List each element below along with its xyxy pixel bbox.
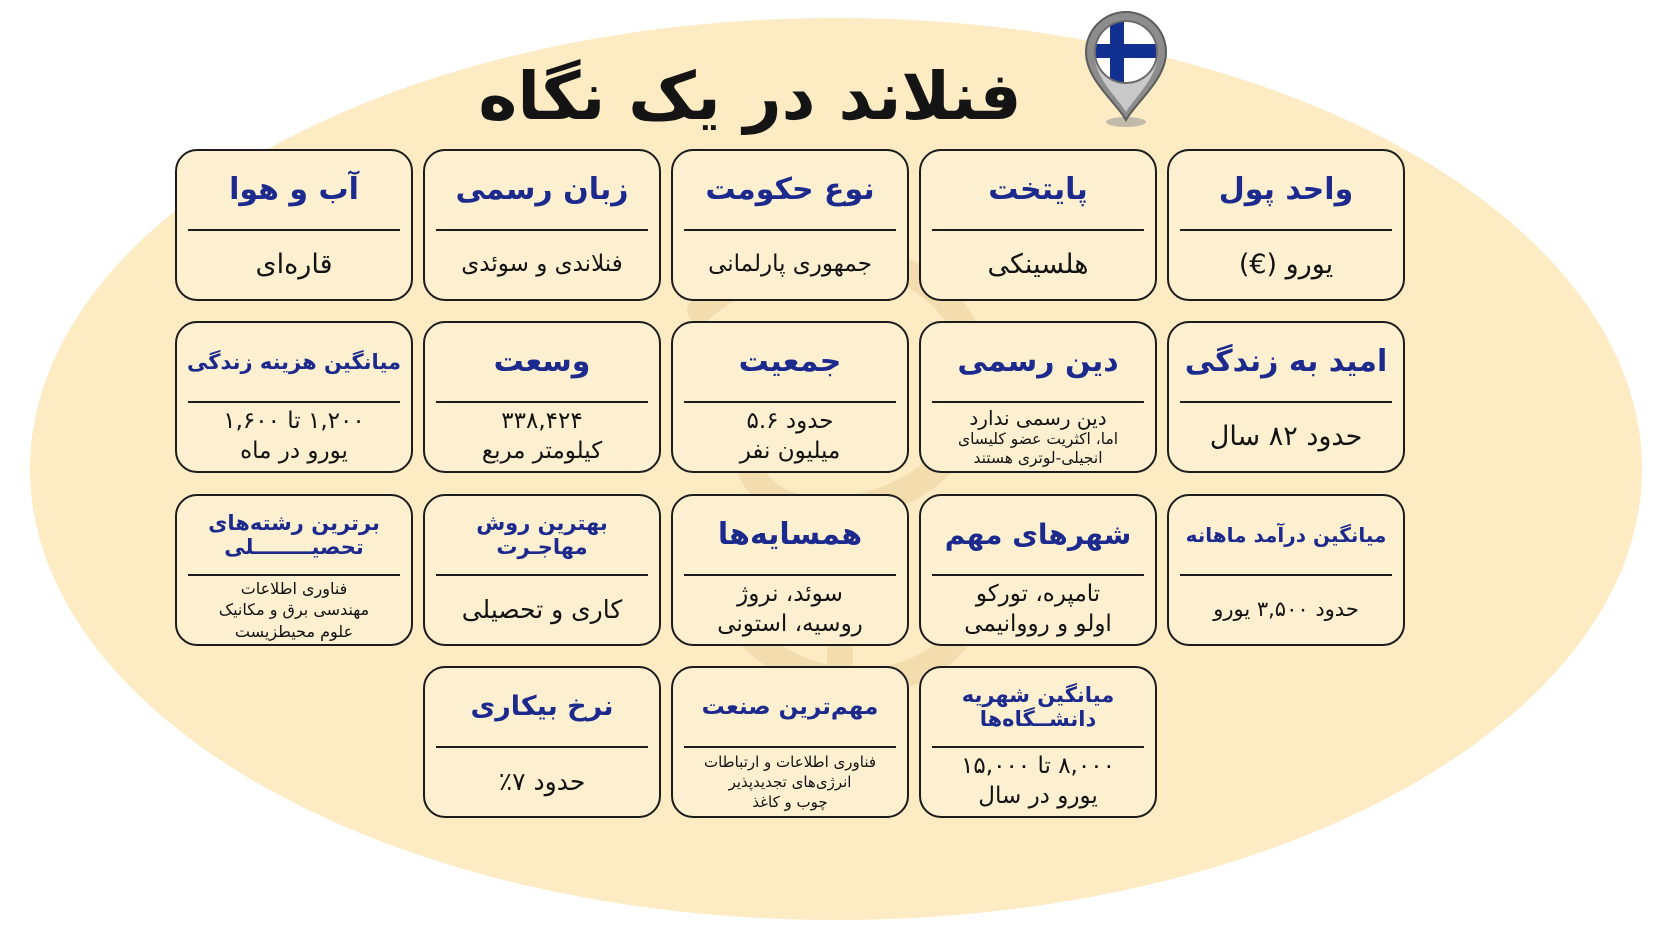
card-value: فناوری اطلاعات مهندسی برق و مکانیک علوم محیطزیست (218, 578, 370, 641)
card-area (423, 321, 661, 473)
card-value: ۱,۲۰۰ تا ۱,۶۰۰ یورو در ماه (223, 408, 365, 464)
card-value-note: اما، اکثریت عضو کلیسای انجیلی-لوتری هستند (957, 430, 1119, 467)
card-capital (919, 149, 1157, 301)
card-value: حدود ۸۲ سال (1209, 421, 1363, 453)
card-title: مهم‌ترین صنعت (701, 693, 879, 720)
card-value: جمهوری پارلمانی (708, 251, 872, 278)
card-climate (175, 149, 413, 301)
card-title: شهرهای مهم (944, 517, 1132, 551)
card-language (423, 149, 661, 301)
card-value: ۳۳۸,۴۲۴ کیلومتر مربع (481, 408, 603, 464)
card-population (671, 321, 909, 473)
card-title: برترین رشته‌های تحصیــــــــلی (208, 510, 380, 559)
card-study-fields (175, 494, 413, 646)
card-title: وسعت (493, 343, 591, 379)
card-tuition (919, 666, 1157, 818)
card-value: یورو (€) (1238, 249, 1334, 281)
card-religion (919, 321, 1157, 473)
card-title: جمعیت (738, 343, 842, 379)
card-title: نرخ بیکاری (470, 691, 614, 723)
card-value: کاری و تحصیلی (461, 594, 623, 624)
card-value: فناوری اطلاعات و ارتباطات انرژی‌های تجدیدپذیر چوب و کاغذ (703, 752, 877, 812)
card-value: ۸,۰۰۰ تا ۱۵,۰۰۰ یورو در سال (961, 753, 1115, 809)
card-neighbors (671, 494, 909, 646)
page-title: فنلاند در یک نگاه (478, 58, 1022, 135)
card-title: آب و هوا (229, 171, 359, 207)
card-title: میانگین هزینه زندگی (186, 349, 402, 374)
card-income (1167, 494, 1405, 646)
card-cities (919, 494, 1157, 646)
card-industry (671, 666, 909, 818)
card-value (921, 403, 1155, 471)
card-title: همسایه‌ها (717, 516, 863, 552)
card-title: پایتخت (988, 171, 1088, 207)
card-cost-of-living (175, 321, 413, 473)
card-title: بهترین روش مهاجـرت (476, 510, 608, 559)
card-value: فنلاندی و سوئدی (461, 251, 623, 278)
card-life-expectancy (1167, 321, 1405, 473)
card-value: حدود ۳,۵۰۰ یورو (1213, 597, 1359, 622)
card-unemployment (423, 666, 661, 818)
card-title: میانگین درآمد ماهانه (1185, 522, 1387, 547)
card-value: تامپره، تورکو اولو و رووانیمی (964, 581, 1112, 637)
card-value: سوئد، نروژ روسیه، استونی (717, 581, 863, 637)
card-title: واحد پول (1218, 171, 1354, 207)
card-title: دین رسمی (957, 343, 1119, 379)
card-value: حدود ۷٪ (498, 766, 586, 796)
card-immigration (423, 494, 661, 646)
finland-flag-pin-icon (1080, 8, 1172, 130)
card-government (671, 149, 909, 301)
card-value: هلسینکی (987, 249, 1089, 281)
card-title: امید به زندگی (1184, 343, 1388, 379)
card-value: قاره‌ای (255, 249, 333, 281)
card-value-main: دین رسمی ندارد (969, 406, 1107, 431)
card-value: حدود ۵.۶ میلیون نفر (739, 408, 841, 464)
card-title: نوع حکومت (705, 171, 875, 207)
card-currency (1167, 149, 1405, 301)
card-title: میانگین شهریه دانشــگاه‌ها (961, 682, 1115, 731)
card-title: زبان رسمی (455, 171, 629, 207)
